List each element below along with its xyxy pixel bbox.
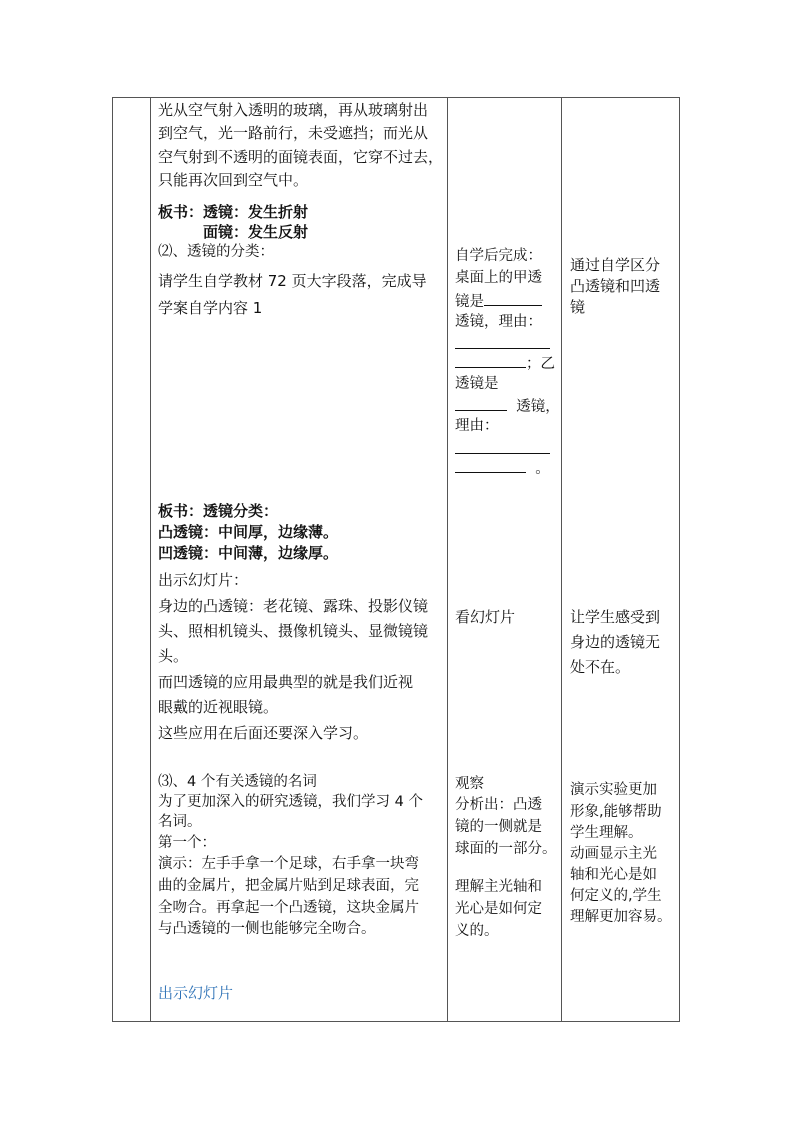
activity-line: 球面的一部分。 xyxy=(455,841,557,857)
activity-line: 光心是如何定 xyxy=(455,901,542,917)
intent-line: 理解更加容易。 xyxy=(570,909,672,925)
student-activity-cell xyxy=(448,98,561,1021)
paragraph-line: 头、照相机镜头、摄像机镜头、显微镜镜 xyxy=(158,622,429,640)
paragraph-line: 身边的凸透镜：老花镜、露珠、投影仪镜 xyxy=(158,597,429,615)
intent-line: 学生理解。 xyxy=(570,825,643,841)
lesson-table xyxy=(112,97,680,1022)
paragraph-line: 空气射到不透明的面镜表面，它穿不过去， xyxy=(158,148,444,166)
answer-blank[interactable] xyxy=(455,351,526,368)
intent-line: 何定义的,学生 xyxy=(570,888,662,904)
paragraph-line: 为了更加深入的研究透镜，我们学习 4 个 xyxy=(158,794,423,810)
exercise-line: ；乙 xyxy=(455,351,555,377)
board-note: 板书：透镜分类： xyxy=(158,502,279,520)
paragraph-line: 演示：左手手拿一个足球，右手拿一块弯 xyxy=(158,856,419,872)
paragraph-line: 名词。 xyxy=(158,814,202,830)
exercise-line: 镜是 xyxy=(455,289,542,315)
exercise-line: 。 xyxy=(455,456,550,482)
paragraph-line: 眼戴的近视眼镜。 xyxy=(158,698,279,716)
activity-line: 理解主光轴和 xyxy=(455,879,542,895)
teacher-activity-cell xyxy=(151,98,447,1021)
section-title: ⑵、透镜的分类： xyxy=(158,244,274,260)
board-note: 凸透镜：中间厚，边缘薄。 xyxy=(158,523,339,541)
answer-blank[interactable] xyxy=(455,348,550,349)
exercise-line: 桌面上的甲透 xyxy=(455,270,542,286)
intent-line: 凸透镜和凹透 xyxy=(570,277,661,295)
exercise-line: 透镜，理由： xyxy=(455,314,542,330)
stage-cell xyxy=(113,98,150,1021)
exercise-line: 理由： xyxy=(455,418,499,434)
paragraph-line: 与凸透镜的一侧也能够完全吻合。 xyxy=(158,921,376,937)
paragraph-line: 光从空气射入透明的玻璃，再从玻璃射出 xyxy=(158,101,429,119)
intent-line: 演示实验更加 xyxy=(570,782,657,798)
paragraph-line: 曲的金属片，把金属片贴到足球表面，完 xyxy=(158,878,419,894)
paragraph-line: 头。 xyxy=(158,647,189,665)
answer-blank[interactable] xyxy=(455,453,550,454)
intent-line: 轴和光心是如 xyxy=(570,867,657,883)
activity-line: 观察 xyxy=(455,776,484,792)
paragraph-line: 全吻合。再拿起一个凸透镜，这块金属片 xyxy=(158,900,419,916)
intent-line: 处不在。 xyxy=(570,658,631,676)
paragraph-line: 第一个： xyxy=(158,835,216,851)
activity-line: 分析出：凸透 xyxy=(455,797,542,813)
board-note: 凹透镜：中间薄，边缘厚。 xyxy=(158,544,339,562)
paragraph-line: 学案自学内容 1 xyxy=(158,299,263,317)
board-note: 面镜：发生反射 xyxy=(203,223,309,241)
paragraph-line: 只能再次回到空气中。 xyxy=(158,171,309,189)
intent-line: 镜 xyxy=(570,298,586,316)
intent-line: 身边的透镜无 xyxy=(570,633,661,651)
answer-blank[interactable] xyxy=(455,456,526,473)
exercise-line: 透镜是 xyxy=(455,376,499,392)
exercise-line: 自学后完成： xyxy=(455,248,542,264)
paragraph-line: 请学生自学教材 72 页大字段落，完成导 xyxy=(158,272,427,290)
intent-line: 形象,能够帮助 xyxy=(570,804,662,820)
paragraph-line: 而凹透镜的应用最典型的就是我们近视 xyxy=(158,673,414,691)
slide-link[interactable]: 出示幻灯片 xyxy=(158,984,234,1002)
design-intent-cell xyxy=(562,98,680,1021)
answer-blank[interactable] xyxy=(455,394,507,411)
answer-blank[interactable] xyxy=(484,289,542,306)
paragraph-line: 出示幻灯片： xyxy=(158,571,249,589)
intent-line: 让学生感受到 xyxy=(570,608,661,626)
activity-line: 看幻灯片 xyxy=(455,608,516,626)
paragraph-line: 这些应用在后面还要深入学习。 xyxy=(158,724,369,742)
board-note: 板书：透镜：发生折射 xyxy=(158,203,309,221)
activity-line: 镜的一侧就是 xyxy=(455,819,542,835)
section-title: ⑶、4 个有关透镜的名词 xyxy=(158,774,317,790)
paragraph-line: 到空气，光一路前行，未受遮挡；而光从 xyxy=(158,124,429,142)
intent-line: 动画显示主光 xyxy=(570,846,657,862)
intent-line: 通过自学区分 xyxy=(570,256,661,274)
exercise-line: 透镜， xyxy=(455,394,560,420)
activity-line: 义的。 xyxy=(455,923,499,939)
